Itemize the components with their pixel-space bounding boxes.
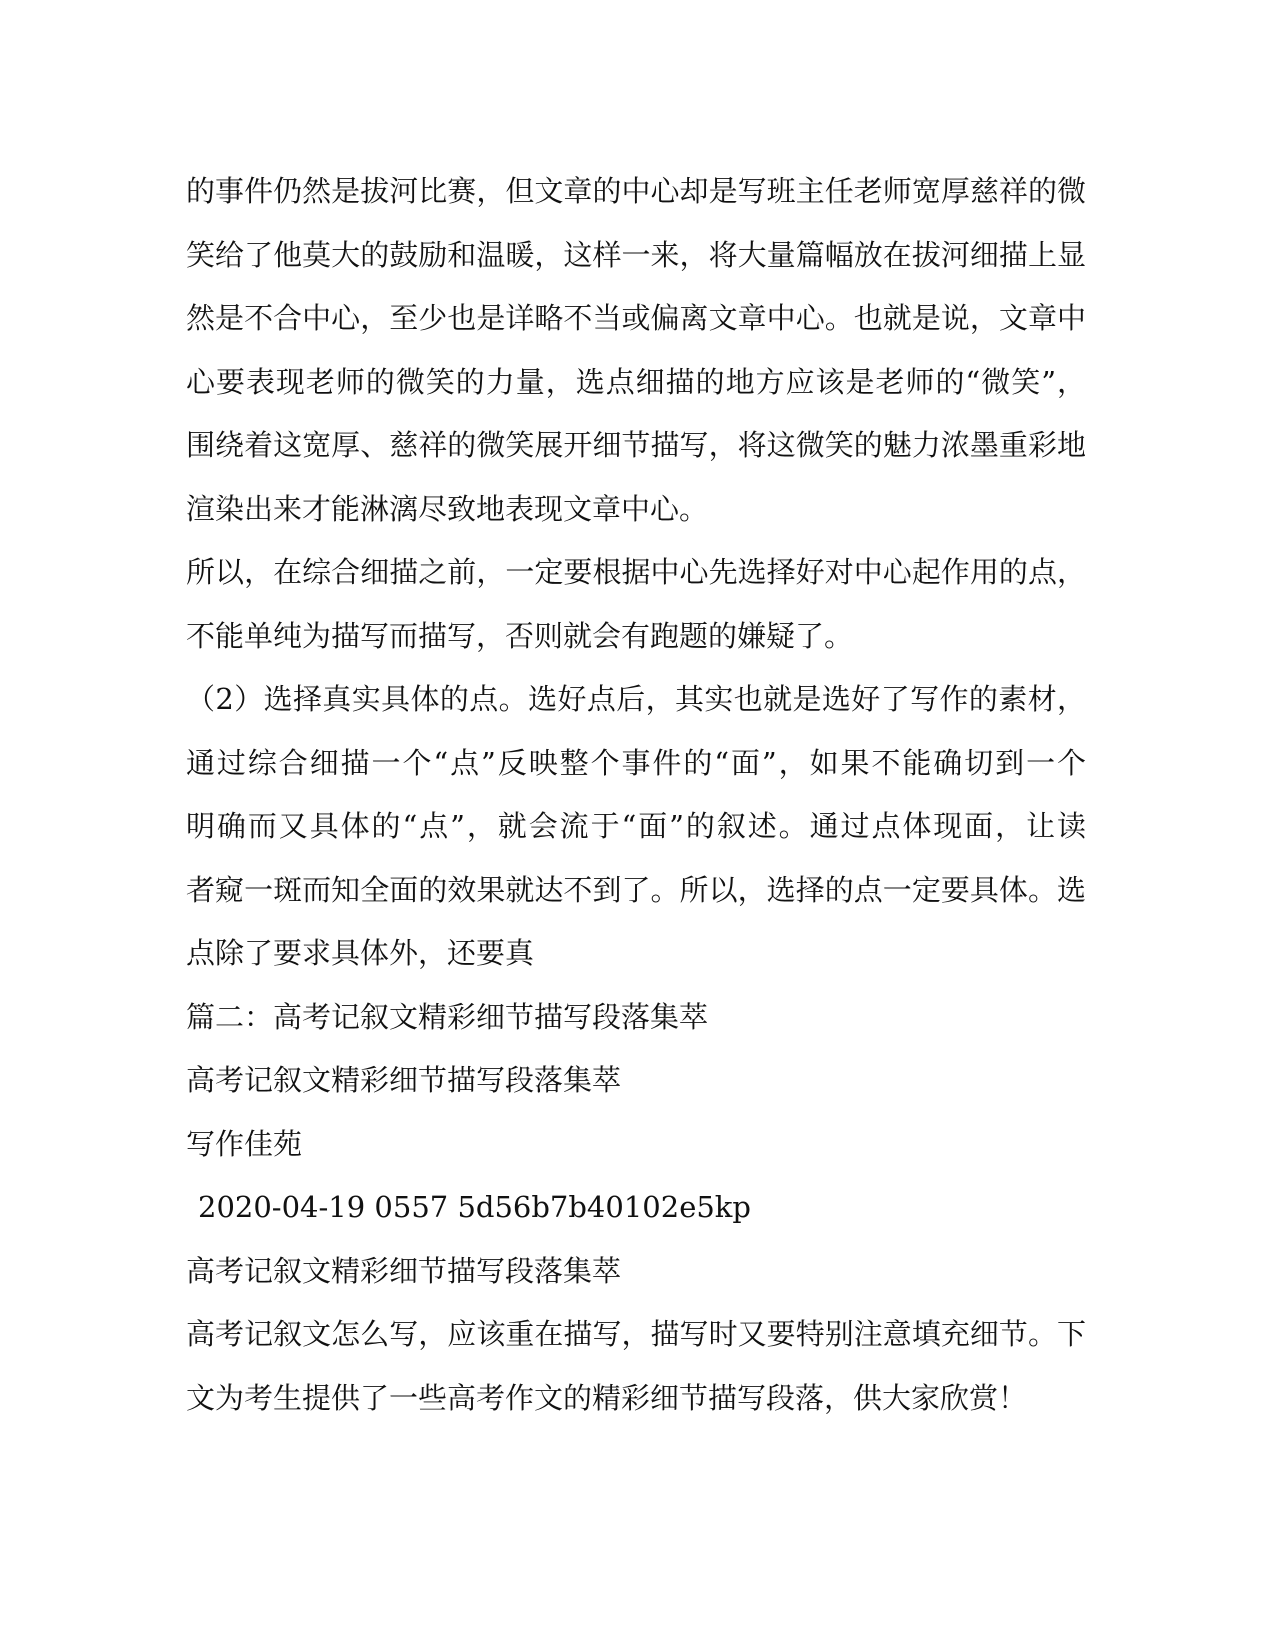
body-text-line: 点除了要求具体外，还要真 [186,936,535,970]
article-subtitle: 高考记叙文精彩细节描写段落集萃 [186,1253,622,1288]
body-text-line: 文为考生提供了一些高考作文的精彩细节描写段落，供大家欣赏！ [186,1380,1028,1415]
body-text-line: 的事件仍然是拔河比赛，但文章的中心却是写班主任老师宽厚慈祥的微 [186,174,1086,208]
body-text-line: 者窥一斑而知全面的效果就达不到了。所以，选择的点一定要具体。选 [186,872,1086,907]
body-text-line: 笑给了他莫大的鼓励和温暖，这样一来，将大量篇幅放在拔河细描上显 [186,237,1086,272]
article-title: 高考记叙文精彩细节描写段落集萃 [186,1063,622,1097]
body-text-line: 通过综合细描一个“点”反映整个事件的“面”，如果不能确切到一个 [186,745,1086,780]
body-text-line: 所以，在综合细描之前，一定要根据中心先选择好对中心起作用的点， [186,555,1086,589]
article-meta: 2020-04-19 0557 5d56b7b40102e5kp [198,1190,751,1224]
body-text-line: 围绕着这宽厚、慈祥的微笑展开细节描写，将这微笑的魅力浓墨重彩地 [186,428,1086,462]
body-text-line: 不能单纯为描写而描写，否则就会有跑题的嫌疑了。 [186,618,854,653]
body-text-line: 心要表现老师的微笑的力量，选点细描的地方应该是老师的“微笑”， [186,364,1086,399]
body-text-line: 明确而又具体的“点”，就会流于“面”的叙述。通过点体现面，让读 [186,809,1086,843]
body-text-line: 然是不合中心，至少也是详略不当或偏离文章中心。也就是说，文章中 [186,301,1086,335]
document-body [186,160,1086,1430]
section-heading: 篇二：高考记叙文精彩细节描写段落集萃 [186,999,709,1034]
article-source: 写作佳苑 [186,1126,303,1161]
body-text-line: 渲染出来才能淋漓尽致地表现文章中心。 [186,491,709,526]
body-text-line: （2）选择真实具体的点。选好点后，其实也就是选好了写作的素材， [186,682,1086,716]
body-text-line: 高考记叙文怎么写，应该重在描写，描写时又要特别注意填充细节。下 [186,1317,1086,1351]
